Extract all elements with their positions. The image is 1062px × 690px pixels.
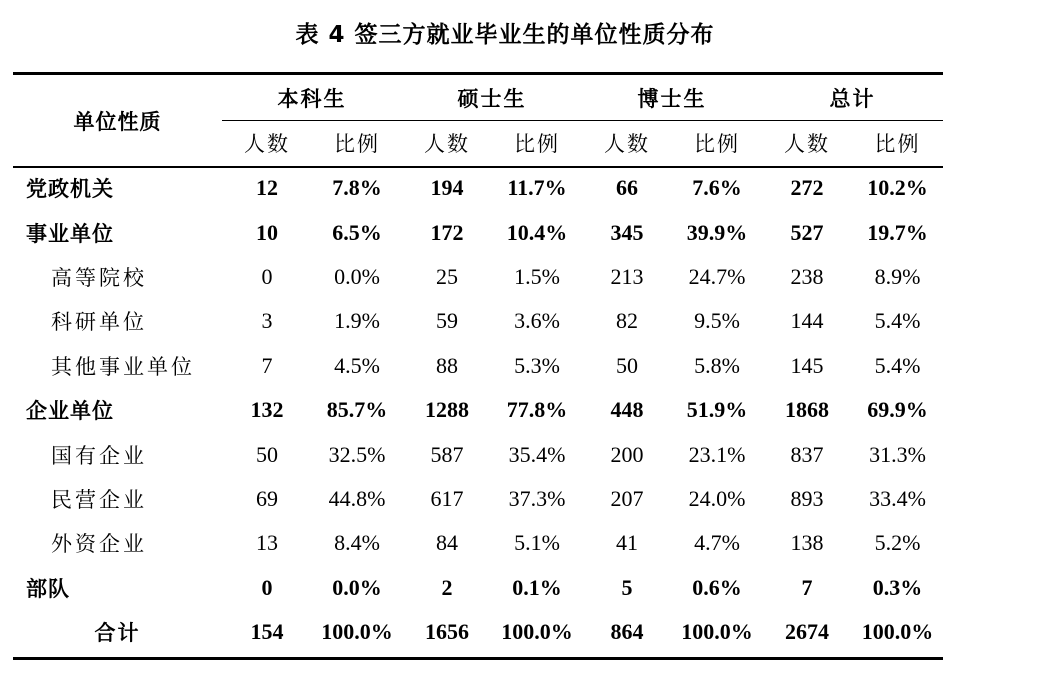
cell-undergraduate-count: 13 <box>256 530 278 556</box>
cell-total-ratio: 5.4% <box>874 352 921 378</box>
cell-doctor-count: 448 <box>610 397 644 423</box>
cell-total-count: 527 <box>790 219 824 245</box>
row-label: 其他事业单位 <box>51 354 195 379</box>
cell-doctor-ratio: 0.6% <box>692 574 742 600</box>
table-row <box>13 166 943 210</box>
cell-doctor-count: 41 <box>616 530 638 556</box>
row-label: 事业单位 <box>26 221 114 246</box>
cell-undergraduate-count: 12 <box>256 175 278 201</box>
cell-total-count: 145 <box>790 352 824 378</box>
subheader-ratio: 比例 <box>514 132 560 156</box>
cell-undergraduate-ratio: 4.5% <box>334 352 380 378</box>
cell-total-count: 837 <box>790 441 824 467</box>
row-label: 科研单位 <box>51 310 147 335</box>
table-title: 表 4 签三方就业毕业生的单位性质分布 <box>295 22 715 48</box>
cell-doctor-count: 5 <box>621 574 633 600</box>
cell-undergraduate-count: 10 <box>256 219 278 245</box>
cell-total-ratio: 69.9% <box>867 397 928 423</box>
cell-total-count: 893 <box>790 485 824 511</box>
cell-doctor-count: 50 <box>616 352 638 378</box>
cell-doctor-ratio: 51.9% <box>686 397 748 423</box>
row-label: 外资企业 <box>51 532 147 557</box>
cell-undergraduate-count: 50 <box>256 441 278 467</box>
cell-total-ratio: 10.2% <box>867 175 928 201</box>
cell-undergraduate-ratio: 85.7% <box>326 397 388 423</box>
cell-doctor-ratio: 39.9% <box>686 219 748 245</box>
cell-master-ratio: 5.1% <box>514 530 560 556</box>
header-row <box>13 76 943 120</box>
cell-total-ratio: 100.0% <box>861 619 934 645</box>
cell-master-ratio: 0.1% <box>512 574 562 600</box>
distribution-table <box>13 76 943 654</box>
cell-total-ratio: 19.7% <box>867 219 928 245</box>
cell-total-count: 1868 <box>785 397 829 423</box>
cell-doctor-count: 345 <box>610 219 644 245</box>
cell-total-ratio: 31.3% <box>869 441 926 467</box>
cell-master-count: 59 <box>436 308 458 334</box>
subheader-count: 人数 <box>244 132 290 156</box>
cell-master-count: 1288 <box>425 397 469 423</box>
subheader-count: 人数 <box>604 132 650 156</box>
cell-doctor-count: 82 <box>616 308 638 334</box>
cell-master-count: 84 <box>436 530 458 556</box>
cell-total-count: 2674 <box>785 619 829 645</box>
row-label: 合计 <box>94 621 141 646</box>
cell-doctor-ratio: 4.7% <box>694 530 740 556</box>
cell-undergraduate-ratio: 44.8% <box>328 485 386 511</box>
cell-undergraduate-count: 3 <box>261 308 273 334</box>
group-header-master: 硕士生 <box>457 87 527 111</box>
subheader-ratio: 比例 <box>334 132 380 156</box>
subheader-ratio: 比例 <box>874 132 921 156</box>
cell-master-count: 617 <box>430 485 464 511</box>
cell-doctor-ratio: 100.0% <box>681 619 753 645</box>
cell-doctor-count: 200 <box>610 441 644 467</box>
subheader-ratio: 比例 <box>694 132 740 156</box>
table-row <box>13 255 943 299</box>
cell-master-ratio: 3.6% <box>514 308 560 334</box>
subheader-count: 人数 <box>424 132 470 156</box>
row-label: 民营企业 <box>51 487 147 512</box>
cell-undergraduate-ratio: 0.0% <box>332 574 382 600</box>
cell-doctor-count: 207 <box>610 485 644 511</box>
cell-total-count: 138 <box>790 530 824 556</box>
group-header-doctor: 博士生 <box>637 87 707 111</box>
table-row <box>13 610 943 654</box>
table-row <box>13 521 943 565</box>
cell-master-count: 587 <box>430 441 464 467</box>
cell-master-count: 1656 <box>425 619 469 645</box>
unit-type-header: 单位性质 <box>73 110 162 134</box>
table-row <box>13 344 943 388</box>
table-row <box>13 210 943 254</box>
table-bottom-rule <box>13 657 943 660</box>
cell-undergraduate-ratio: 6.5% <box>332 219 382 245</box>
cell-master-count: 2 <box>441 574 453 600</box>
cell-master-ratio: 1.5% <box>514 263 560 289</box>
cell-undergraduate-ratio: 0.0% <box>334 263 380 289</box>
table-row <box>13 432 943 476</box>
cell-total-count: 272 <box>790 175 824 201</box>
cell-master-ratio: 77.8% <box>506 397 568 423</box>
cell-doctor-ratio: 7.6% <box>692 175 742 201</box>
cell-undergraduate-ratio: 1.9% <box>334 308 380 334</box>
cell-total-count: 238 <box>790 263 824 289</box>
table-top-rule <box>13 72 943 75</box>
cell-undergraduate-count: 0 <box>261 263 273 289</box>
cell-doctor-count: 66 <box>616 175 638 201</box>
cell-master-count: 194 <box>430 175 464 201</box>
cell-undergraduate-count: 69 <box>256 485 278 511</box>
cell-master-ratio: 35.4% <box>508 441 566 467</box>
cell-undergraduate-count: 7 <box>261 352 273 378</box>
group-header-undergraduate: 本科生 <box>277 87 347 111</box>
cell-undergraduate-ratio: 100.0% <box>321 619 393 645</box>
cell-master-ratio: 11.7% <box>507 175 567 201</box>
row-label: 高等院校 <box>51 265 147 290</box>
cell-doctor-count: 213 <box>610 263 644 289</box>
cell-total-count: 144 <box>790 308 824 334</box>
row-label: 部队 <box>26 576 70 601</box>
cell-total-ratio: 8.9% <box>874 263 921 289</box>
cell-master-ratio: 10.4% <box>506 219 568 245</box>
cell-doctor-ratio: 5.8% <box>694 352 740 378</box>
row-label: 党政机关 <box>26 177 114 202</box>
table-row <box>13 566 943 610</box>
cell-master-count: 172 <box>430 219 464 245</box>
cell-undergraduate-ratio: 8.4% <box>334 530 380 556</box>
cell-undergraduate-count: 132 <box>250 397 284 423</box>
cell-undergraduate-count: 154 <box>250 619 284 645</box>
cell-master-ratio: 5.3% <box>514 352 560 378</box>
row-label: 国有企业 <box>51 443 147 468</box>
cell-doctor-ratio: 9.5% <box>694 308 740 334</box>
cell-total-ratio: 33.4% <box>869 485 926 511</box>
cell-total-count: 7 <box>801 574 813 600</box>
cell-doctor-ratio: 24.0% <box>688 485 746 511</box>
cell-master-count: 88 <box>436 352 458 378</box>
cell-doctor-ratio: 23.1% <box>688 441 746 467</box>
cell-doctor-count: 864 <box>610 619 644 645</box>
table-row <box>13 299 943 343</box>
cell-total-ratio: 5.4% <box>874 308 921 334</box>
cell-master-ratio: 100.0% <box>501 619 573 645</box>
table-row <box>13 388 943 432</box>
group-header-total: 总计 <box>829 87 876 111</box>
cell-total-ratio: 0.3% <box>872 574 923 600</box>
cell-master-ratio: 37.3% <box>508 485 566 511</box>
cell-undergraduate-ratio: 32.5% <box>328 441 386 467</box>
row-label: 企业单位 <box>26 399 114 424</box>
cell-doctor-ratio: 24.7% <box>688 263 746 289</box>
subheader-count: 人数 <box>784 132 830 156</box>
cell-master-count: 25 <box>436 263 458 289</box>
cell-undergraduate-count: 0 <box>261 574 273 600</box>
table-row <box>13 477 943 521</box>
cell-total-ratio: 5.2% <box>874 530 921 556</box>
cell-undergraduate-ratio: 7.8% <box>332 175 382 201</box>
